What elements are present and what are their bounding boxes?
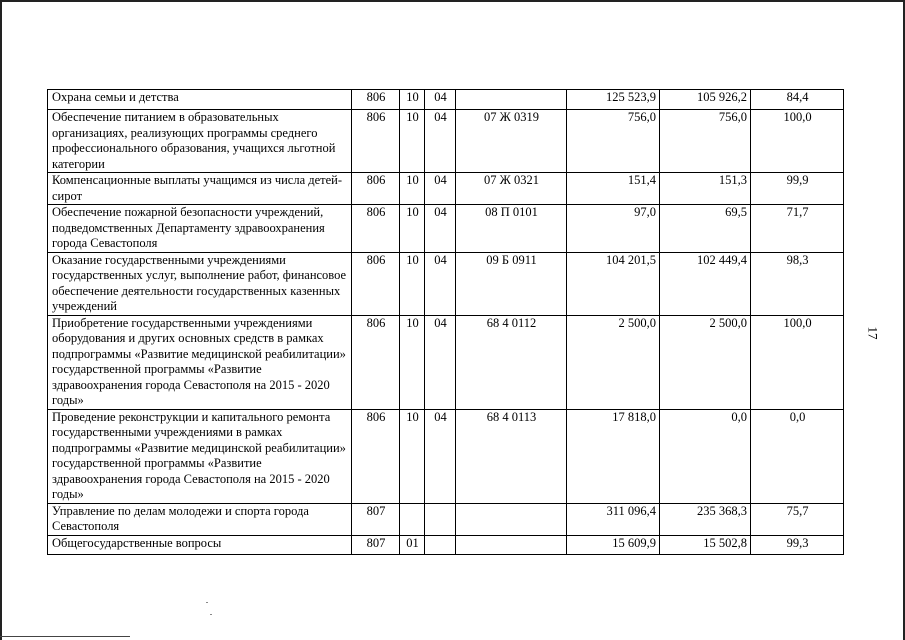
- code-section: [400, 503, 425, 535]
- code-target-article: 07 Ж 0321: [456, 173, 567, 205]
- table-row: [48, 535, 844, 554]
- amount-fact: 102 449,4: [660, 252, 751, 315]
- percent-execution: 99,9: [751, 173, 844, 205]
- scan-speck: [210, 614, 212, 615]
- code-subsection: 04: [425, 110, 456, 173]
- percent-execution: 71,7: [751, 205, 844, 253]
- code-target-article: 68 4 0112: [456, 315, 567, 409]
- code-subsection: 04: [425, 205, 456, 253]
- row-name: Общегосударственные вопросы: [48, 535, 352, 554]
- table-row: [48, 90, 844, 110]
- table-row: [48, 110, 844, 173]
- code-subsection: 04: [425, 315, 456, 409]
- row-name: Оказание государственными учреждениями государственных услуг, выполнение работ, финансовое обеспечение деятельности государственных казенных учреждений: [48, 252, 352, 315]
- code-target-article: [456, 503, 567, 535]
- percent-execution: 100,0: [751, 315, 844, 409]
- amount-plan: 125 523,9: [567, 90, 660, 110]
- code-section: 01: [400, 535, 425, 554]
- code-subsection: [425, 503, 456, 535]
- code-target-article: 07 Ж 0319: [456, 110, 567, 173]
- code-subsection: 04: [425, 90, 456, 110]
- budget-table-body: [48, 90, 844, 555]
- code-section: 10: [400, 252, 425, 315]
- code-ved: 807: [352, 535, 400, 554]
- table-row: [48, 503, 844, 535]
- code-ved: 806: [352, 409, 400, 503]
- row-name: Приобретение государственными учреждениями оборудования и других основных средств в рамках подпрограммы «Развитие медицинской реабилитации» государственной программы «Развитие здравоохранения города Севастополя на 2015 - 2020 годы»: [48, 315, 352, 409]
- amount-fact: 2 500,0: [660, 315, 751, 409]
- page-bottom-edge: [0, 636, 130, 637]
- amount-plan: 104 201,5: [567, 252, 660, 315]
- budget-table: [47, 89, 844, 555]
- code-target-article: 08 П 0101: [456, 205, 567, 253]
- amount-plan: 311 096,4: [567, 503, 660, 535]
- code-subsection: 04: [425, 409, 456, 503]
- percent-execution: 99,3: [751, 535, 844, 554]
- code-ved: 806: [352, 252, 400, 315]
- code-ved: 806: [352, 90, 400, 110]
- code-section: 10: [400, 90, 425, 110]
- code-section: 10: [400, 205, 425, 253]
- amount-plan: 151,4: [567, 173, 660, 205]
- scan-speck: [206, 602, 208, 603]
- page-number: 17: [865, 326, 881, 340]
- percent-execution: 0,0: [751, 409, 844, 503]
- table-row: [48, 409, 844, 503]
- percent-execution: 100,0: [751, 110, 844, 173]
- amount-plan: 15 609,9: [567, 535, 660, 554]
- amount-plan: 97,0: [567, 205, 660, 253]
- code-section: 10: [400, 173, 425, 205]
- amount-fact: 15 502,8: [660, 535, 751, 554]
- amount-fact: 151,3: [660, 173, 751, 205]
- code-target-article: 68 4 0113: [456, 409, 567, 503]
- code-target-article: [456, 535, 567, 554]
- code-target-article: 09 Б 0911: [456, 252, 567, 315]
- amount-fact: 235 368,3: [660, 503, 751, 535]
- code-target-article: [456, 90, 567, 110]
- code-subsection: [425, 535, 456, 554]
- row-name: Проведение реконструкции и капитального ремонта государственными учреждениями в рамках подпрограммы «Развитие медицинской реабилитации» государственной программы «Развитие здравоохранения города Севастополя на 2015 - 2020 годы»: [48, 409, 352, 503]
- percent-execution: 98,3: [751, 252, 844, 315]
- amount-fact: 69,5: [660, 205, 751, 253]
- table-row: [48, 252, 844, 315]
- row-name: Управление по делам молодежи и спорта города Севастополя: [48, 503, 352, 535]
- code-subsection: 04: [425, 252, 456, 315]
- amount-fact: 756,0: [660, 110, 751, 173]
- code-ved: 806: [352, 173, 400, 205]
- table-row: [48, 315, 844, 409]
- percent-execution: 75,7: [751, 503, 844, 535]
- table-row: [48, 205, 844, 253]
- code-section: 10: [400, 315, 425, 409]
- code-subsection: 04: [425, 173, 456, 205]
- percent-execution: 84,4: [751, 90, 844, 110]
- amount-plan: 2 500,0: [567, 315, 660, 409]
- code-section: 10: [400, 110, 425, 173]
- code-ved: 807: [352, 503, 400, 535]
- code-ved: 806: [352, 110, 400, 173]
- code-section: 10: [400, 409, 425, 503]
- table-row: [48, 173, 844, 205]
- row-name: Компенсационные выплаты учащимся из числа детей-сирот: [48, 173, 352, 205]
- amount-plan: 756,0: [567, 110, 660, 173]
- amount-fact: 0,0: [660, 409, 751, 503]
- amount-plan: 17 818,0: [567, 409, 660, 503]
- row-name: Охрана семьи и детства: [48, 90, 352, 110]
- code-ved: 806: [352, 315, 400, 409]
- code-ved: 806: [352, 205, 400, 253]
- row-name: Обеспечение питанием в образовательных организациях, реализующих программы среднего профессионального образования, учащихся льготной категории: [48, 110, 352, 173]
- row-name: Обеспечение пожарной безопасности учреждений, подведомственных Департаменту здравоохранения города Севастополя: [48, 205, 352, 253]
- amount-fact: 105 926,2: [660, 90, 751, 110]
